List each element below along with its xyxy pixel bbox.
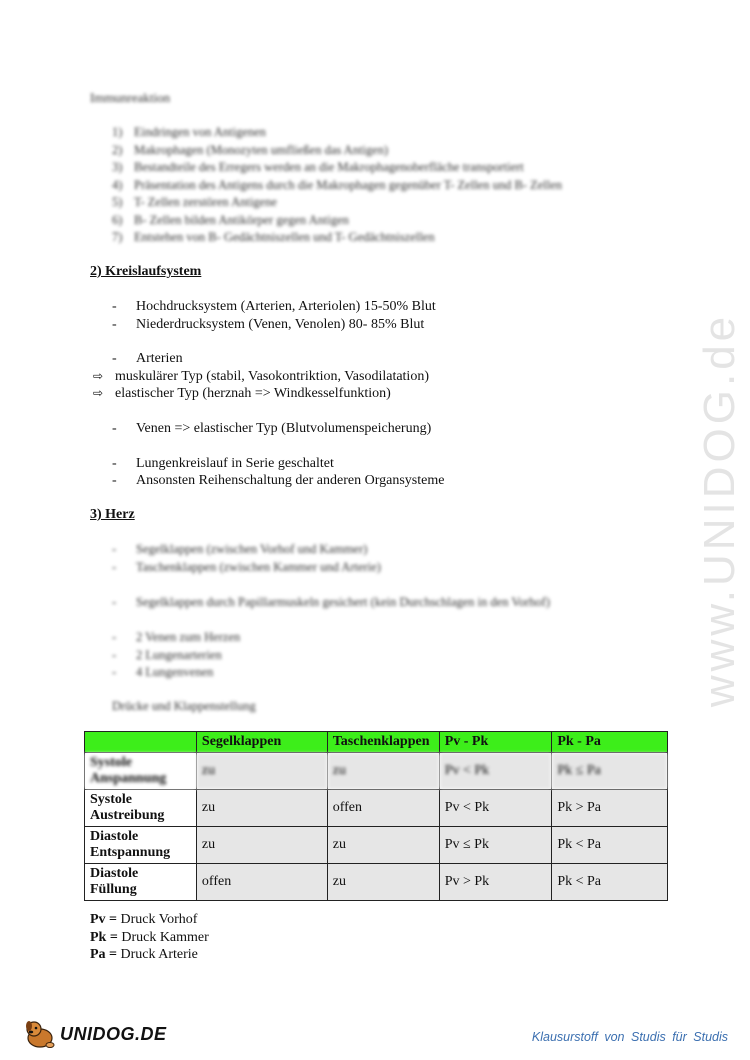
list-item: - Hochdrucksystem (Arterien, Arteriolen) 15-50% Blut bbox=[112, 299, 436, 314]
list-item: 5) T- Zellen zerstören Antigene bbox=[112, 195, 277, 209]
table-cell: Pk ≤ Pa bbox=[552, 753, 668, 790]
legend-item: Pa = Druck Arterie bbox=[90, 947, 198, 962]
arrow-icon: ⇨ bbox=[93, 386, 104, 400]
table-cell: zu bbox=[327, 753, 439, 790]
section-kreislaufsystem-title: 2) Kreislaufsystem bbox=[90, 264, 202, 279]
list-item: 2) Makrophagen (Monozyten umfließen das Antigen) bbox=[112, 142, 389, 157]
table-header-cell bbox=[85, 732, 197, 753]
list-item: - Taschenklappen (zwischen Kammer und Arterie) bbox=[112, 559, 381, 574]
table-cell: Pk < Pa bbox=[552, 827, 668, 864]
list-item: 7) Entstehen von B- Gedächtniszellen und T- Gedächtniszellen bbox=[112, 230, 435, 244]
table-cell: Pv ≤ Pk bbox=[439, 827, 552, 864]
list-item: 1) Eindringen von Antigenen bbox=[112, 125, 266, 139]
section-immunreaktion-title: Immunreaktion bbox=[90, 90, 171, 105]
footer-slogan: Klausurstoff von Studis für Studis bbox=[531, 1030, 728, 1044]
arrow-item: ⇨ muskulärer Typ (stabil, Vasokontriktion, Vasodilatation) bbox=[93, 369, 429, 384]
list-item: - Arterien bbox=[112, 351, 183, 366]
list-item: - 2 Lungenarterien bbox=[112, 647, 222, 662]
watermark: www.UNIDOG.de bbox=[695, 312, 744, 708]
table-header-cell: Segelklappen bbox=[196, 732, 327, 753]
table-cell: Pv < Pk bbox=[439, 753, 552, 790]
list-item: 3) Bestandteile des Erregers werden an die Makrophagenoberfläche transportiert bbox=[112, 160, 524, 174]
list-item: - Segelklappen durch Papillarmuskeln gesichert (kein Durchschlagen in den Vorhof) bbox=[112, 595, 551, 609]
pressure-valve-table bbox=[84, 731, 668, 901]
table-header-cell: Pk - Pa bbox=[552, 732, 668, 753]
dog-icon bbox=[22, 1018, 60, 1050]
table-cell: zu bbox=[196, 753, 327, 790]
table-cell: offen bbox=[327, 790, 439, 827]
list-item: - Niederdrucksystem (Venen, Venolen) 80- 85% Blut bbox=[112, 317, 425, 332]
herz-list-3 bbox=[112, 629, 240, 682]
table-header-cell: Pv - Pk bbox=[439, 732, 552, 753]
logo-text: UNIDOG.DE bbox=[60, 1024, 167, 1044]
phase-cell: Diastole Entspannung bbox=[85, 827, 197, 864]
list-item: - 2 Venen zum Herzen bbox=[112, 630, 241, 644]
list-item: - Venen => elastischer Typ (Blutvolumenspeicherung) bbox=[112, 421, 432, 436]
table-caption: Drücke und Klappenstellung bbox=[112, 699, 256, 713]
table-cell: Pv > Pk bbox=[439, 864, 552, 901]
table-cell: zu bbox=[196, 790, 327, 827]
list-item: - 4 Lungenvenen bbox=[112, 665, 214, 679]
section-herz-title: 3) Herz bbox=[90, 507, 135, 522]
table-cell: Pk < Pa bbox=[552, 864, 668, 901]
list-item: - Ansonsten Reihenschaltung der anderen Organsysteme bbox=[112, 473, 445, 488]
table-cell: Pv < Pk bbox=[439, 790, 552, 827]
abbreviation-legend bbox=[90, 911, 209, 964]
legend-item: Pv = Druck Vorhof bbox=[90, 912, 198, 927]
arrow-item: ⇨ elastischer Typ (herznah => Windkesselfunktion) bbox=[93, 386, 391, 401]
phase-cell: Systole Austreibung bbox=[85, 790, 197, 827]
herz-list-1 bbox=[112, 541, 381, 576]
list-item: 6) B- Zellen bilden Antikörper gegen Antigen bbox=[112, 212, 349, 227]
table-header-row bbox=[85, 732, 668, 753]
arrow-icon: ⇨ bbox=[93, 369, 104, 383]
phase-cell: Systole Anspannung bbox=[85, 753, 197, 790]
table-cell: zu bbox=[327, 827, 439, 864]
list-item: - Segelklappen (zwischen Vorhof und Kammer) bbox=[112, 542, 368, 556]
table-cell: zu bbox=[196, 827, 327, 864]
list-item: - Lungenkreislauf in Serie geschaltet bbox=[112, 456, 334, 471]
table-cell: zu bbox=[327, 864, 439, 901]
table-row bbox=[85, 864, 668, 901]
phase-cell: Diastole Füllung bbox=[85, 864, 197, 901]
list-item: 4) Präsentation des Antigens durch die Makrophagen gegenüber T- Zellen und B- Zellen bbox=[112, 177, 563, 192]
table-cell: Pk > Pa bbox=[552, 790, 668, 827]
table-cell: offen bbox=[196, 864, 327, 901]
table-header-cell: Taschenklappen bbox=[327, 732, 439, 753]
table-row bbox=[85, 753, 668, 790]
legend-item: Pk = Druck Kammer bbox=[90, 929, 209, 945]
unidog-logo[interactable] bbox=[22, 1018, 172, 1050]
table-row bbox=[85, 790, 668, 827]
herz-list-2 bbox=[112, 594, 550, 612]
table-row bbox=[85, 827, 668, 864]
immunreaktion-list bbox=[112, 124, 562, 247]
